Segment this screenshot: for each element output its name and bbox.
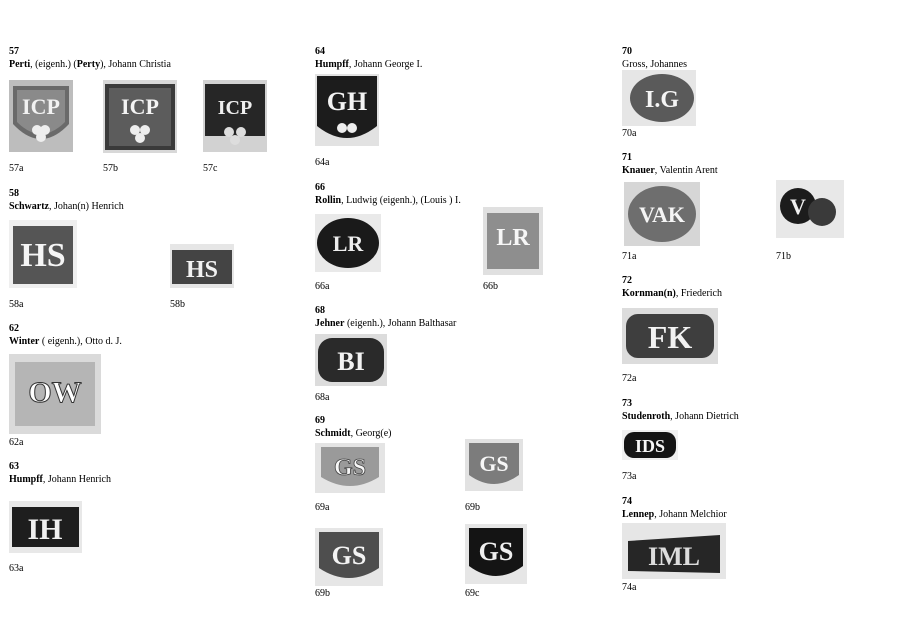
hallmark-letters: GH: [326, 87, 368, 116]
maker-given-name: , Johann George I.: [348, 59, 423, 70]
hallmark-image-71b: [776, 180, 844, 238]
hallmark-image-66b: [483, 207, 543, 275]
entry-name-71: [622, 165, 718, 177]
hallmark-letters: V: [790, 194, 806, 219]
hallmark-letters: GS: [333, 455, 367, 481]
hallmark-caption-72a: 72a: [622, 373, 637, 384]
entry-name-62: [9, 336, 122, 348]
maker-given-name: (eigenh.), Johann Balthasar: [344, 318, 457, 329]
entry-number-72: 72: [622, 275, 632, 286]
entry-name-63: [9, 474, 111, 486]
hallmark-letters: IDS: [634, 436, 666, 456]
entry-number-66: 66: [315, 182, 325, 193]
hallmark-caption-69a: 69a: [315, 502, 330, 513]
entry-name-69: [315, 428, 391, 440]
hallmark-image-62a: [9, 354, 101, 434]
entry-number-58: 58: [9, 188, 19, 199]
hallmark-image-58a: [9, 220, 77, 288]
hallmark-caption-69b-top: 69b: [465, 502, 480, 513]
entry-number-57: 57: [9, 46, 19, 57]
maker-surname: Knauer: [622, 165, 655, 176]
hallmark-image-64a: [315, 74, 379, 146]
hallmark-letters: HS: [185, 257, 219, 283]
hallmark-caption-70a: 70a: [622, 128, 637, 139]
maker-given-name: ( eigenh.), Otto d. J.: [39, 336, 122, 347]
entry-name-72: [622, 288, 722, 300]
hallmark-caption-57c: 57c: [203, 163, 218, 174]
entry-name-66: [315, 195, 461, 207]
hallmark-image-57a: [9, 80, 73, 152]
entry-name-73: [622, 411, 739, 423]
hallmark-letters: GS: [479, 451, 509, 476]
maker-alt-surname: Perty: [76, 59, 101, 70]
maker-given-name: , Johann Melchior: [654, 509, 727, 520]
maker-given-name: , Valentin Arent: [654, 165, 718, 176]
hallmark-letters: HS: [20, 237, 66, 274]
entry-name-64: [315, 59, 422, 71]
maker-given-name: , Johann Dietrich: [670, 411, 739, 422]
maker-given-name: , Georg(e): [350, 428, 392, 439]
maker-given-name: , Johann Henrich: [42, 474, 111, 485]
hallmark-letters: I.G: [644, 87, 680, 113]
entry-number-73: 73: [622, 398, 632, 409]
hallmark-image-57b: [103, 80, 177, 153]
entry-number-69: 69: [315, 415, 325, 426]
hallmark-letters: GS: [478, 537, 514, 566]
entry-number-62: 62: [9, 323, 19, 334]
entry-number-68: 68: [315, 305, 325, 316]
hallmark-letters: GS: [331, 541, 367, 570]
hallmark-image-72a: [622, 308, 718, 364]
hallmark-caption-57a: 57a: [9, 163, 24, 174]
entry-name-57: [9, 59, 171, 71]
hallmark-caption-69c: 69c: [465, 588, 480, 599]
hallmark-caption-64a: 64a: [315, 157, 330, 168]
entry-number-63: 63: [9, 461, 19, 472]
maker-surname: Rollin: [315, 195, 342, 206]
hallmark-caption-71b: 71b: [776, 251, 791, 262]
hallmark-letters: BI: [337, 347, 365, 376]
maker-surname: Humpff: [315, 59, 349, 70]
hallmark-caption-68a: 68a: [315, 392, 330, 403]
hallmark-image-69b: [315, 528, 383, 586]
entry-number-64: 64: [315, 46, 325, 57]
hallmark-letters: IML: [648, 542, 700, 571]
hallmark-caption-71a: 71a: [622, 251, 637, 262]
hallmark-caption-73a: 73a: [622, 471, 637, 482]
hallmark-letters: LR: [332, 231, 364, 256]
hallmark-letters: IH: [27, 513, 63, 546]
entry-number-71: 71: [622, 152, 632, 163]
hallmark-image-69c: [465, 524, 527, 584]
hallmark-caption-58a: 58a: [9, 299, 24, 310]
hallmark-image-70a: [622, 70, 696, 126]
maker-surname: Winter: [9, 336, 40, 347]
hallmark-letters: OW: [28, 376, 82, 409]
maker-surname: Schwartz: [9, 201, 49, 212]
hallmark-caption-74a: 74a: [622, 582, 637, 593]
hallmark-image-71a: [624, 182, 700, 246]
hallmark-image-74a: [622, 523, 726, 579]
hallmark-caption-63a: 63a: [9, 563, 24, 574]
hallmark-letters: ICP: [121, 94, 159, 119]
entry-name-70: Gross, Johannes: [622, 59, 687, 70]
hallmark-image-66a: [315, 214, 381, 272]
hallmark-image-57c: [203, 80, 267, 152]
entry-name-58: [9, 201, 124, 213]
hallmark-letters: VAK: [638, 202, 686, 227]
hallmark-caption-66a: 66a: [315, 281, 330, 292]
hallmark-image-58b: [170, 244, 234, 288]
hallmark-letters: LR: [496, 225, 530, 251]
maker-surname: Studenroth: [622, 411, 671, 422]
entry-name-74: [622, 509, 727, 521]
entry-number-74: 74: [622, 496, 632, 507]
maker-surname: Schmidt: [315, 428, 351, 439]
hallmark-caption-69b: 69b: [315, 588, 330, 599]
maker-surname: Perti: [9, 59, 31, 70]
hallmark-caption-57b: 57b: [103, 163, 118, 174]
hallmark-image-68a: [315, 334, 387, 386]
maker-surname: Jehner: [315, 318, 345, 329]
hallmark-letters: ICP: [217, 97, 253, 119]
maker-surname: Lennep: [622, 509, 655, 520]
maker-given-name: , Ludwig (eigenh.), (Louis ) I.: [341, 195, 461, 206]
maker-given-name: , Johan(n) Henrich: [49, 201, 124, 212]
maker-surname: Humpff: [9, 474, 43, 485]
entry-name-68: [315, 318, 456, 330]
hallmark-caption-62a: 62a: [9, 437, 24, 448]
maker-given-name: ), Johann Christia: [100, 59, 171, 70]
hallmark-caption-58b: 58b: [170, 299, 185, 310]
entry-number-70: 70: [622, 46, 632, 57]
hallmark-caption-66b: 66b: [483, 281, 498, 292]
maker-given-name: , Friederich: [675, 288, 722, 299]
hallmark-letters: ICP: [22, 94, 60, 119]
hallmark-letters: FK: [647, 319, 693, 355]
maker-surname: Kornman(n): [622, 288, 676, 299]
hallmark-image-63a: [9, 501, 82, 553]
hallmark-image-69a: [315, 443, 385, 493]
hallmark-image-69b-top: [465, 439, 523, 491]
hallmark-image-73a: [622, 430, 678, 460]
maker-note: , (eigenh.) (: [30, 59, 77, 70]
